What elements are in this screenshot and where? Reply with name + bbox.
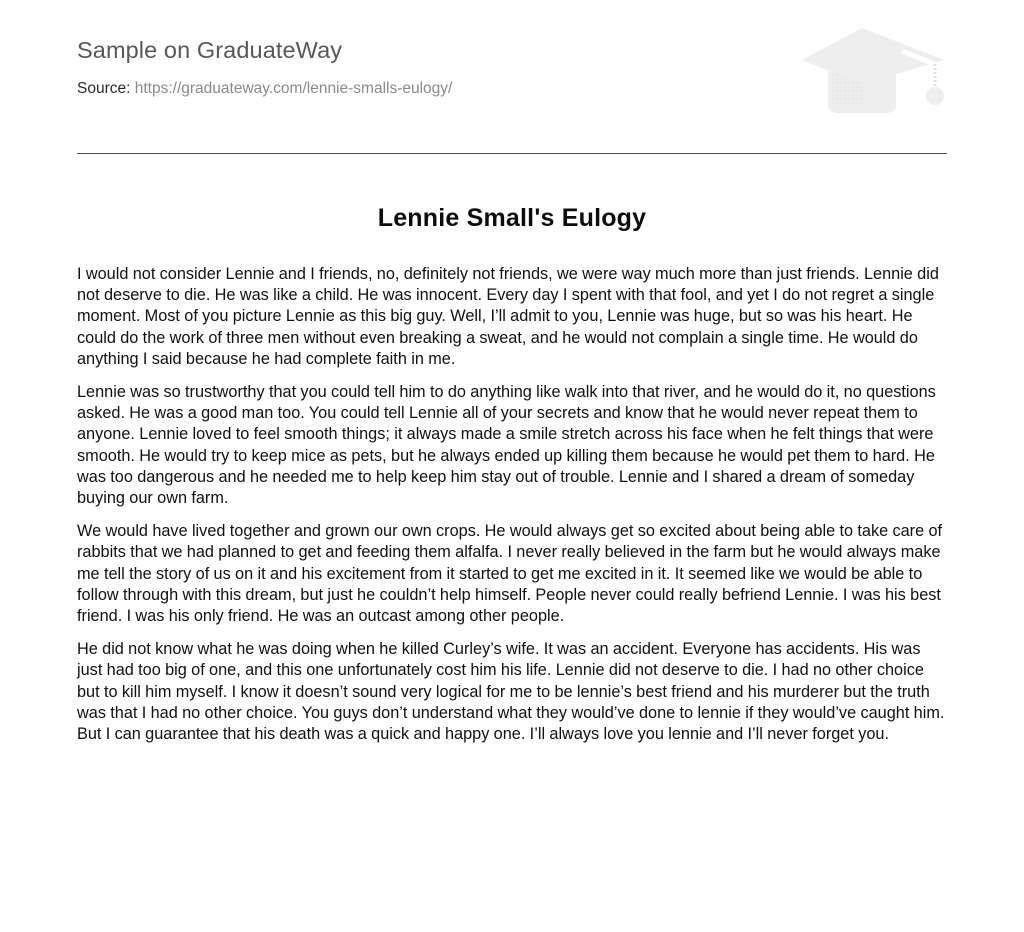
page-header bbox=[0, 0, 1024, 112]
page-title: Lennie Small's Eulogy bbox=[377, 204, 647, 232]
source-url[interactable]: https://graduateway.com/lennie-smalls-eulogy/ bbox=[134, 80, 453, 98]
paragraph: He did not know what he was doing when he killed Curley’s wife. It was an accident. Everyone has accidents. His was just had too big of one, and this one unfortunately cost him his life. Lennie did not deserve to die. I had no other choice but to kill him myself. I know it doesn’t sound very logical for me to be lennie’s best friend and his murderer but the truth was that I had no other choice. You guys don’t understand what they would’ve done to lennie if they would’ve caught him. But I can guarantee that his death was a quick and happy one. I’ll always love you lennie and I’ll never forget you. bbox=[77, 640, 945, 744]
essay-body bbox=[77, 264, 948, 745]
paragraph: I would not consider Lennie and I friends, no, definitely not friends, we were way much more than just friends. Lennie did not deserve to die. He was like a child. He was innocent. Every day I spent with that fool, and yet I do not regret a single moment. Most of you picture Lennie as this big guy. Well, I’ll admit to you, Lennie was huge, but so was his heart. He could do the work of three men without even breaking a sweat, and he would not complain a single time. He would do anything I said because he had complete faith in me. bbox=[77, 265, 939, 368]
paragraph: Lennie was so trustworthy that you could tell him to do anything like walk into that river, and he would do it, no questions asked. He was a good man too. You could tell Lennie all of your secrets and know that he would never repeat them to anyone. Lennie loved to feel smooth things; it always made a smile stretch across his face when he felt things that were smooth. He would try to keep mice as pets, but he always ended up killing them because he would pet them to hard. He was too dangerous and he needed me to help keep him stay out of trouble. Lennie and I shared a dream of someday buying our own farm. bbox=[77, 383, 936, 508]
source-label: Source: bbox=[77, 80, 131, 98]
graduation-cap-icon bbox=[796, 22, 966, 118]
header-divider bbox=[77, 153, 947, 154]
site-title: Sample on GraduateWay bbox=[77, 37, 343, 63]
paragraph: We would have lived together and grown our own crops. He would always get so excited about being able to take care of rabbits that we had planned to get and feeding them alfalfa. I never really believed in the farm but he would always make me tell the story of us on it and his excitement from it started to get me excited in it. It seemed like we would be able to follow through with this dream, but just he couldn’t help himself. People never could really befriend Lennie. I was his best friend. I was his only friend. He was an outcast among other people. bbox=[77, 522, 943, 626]
